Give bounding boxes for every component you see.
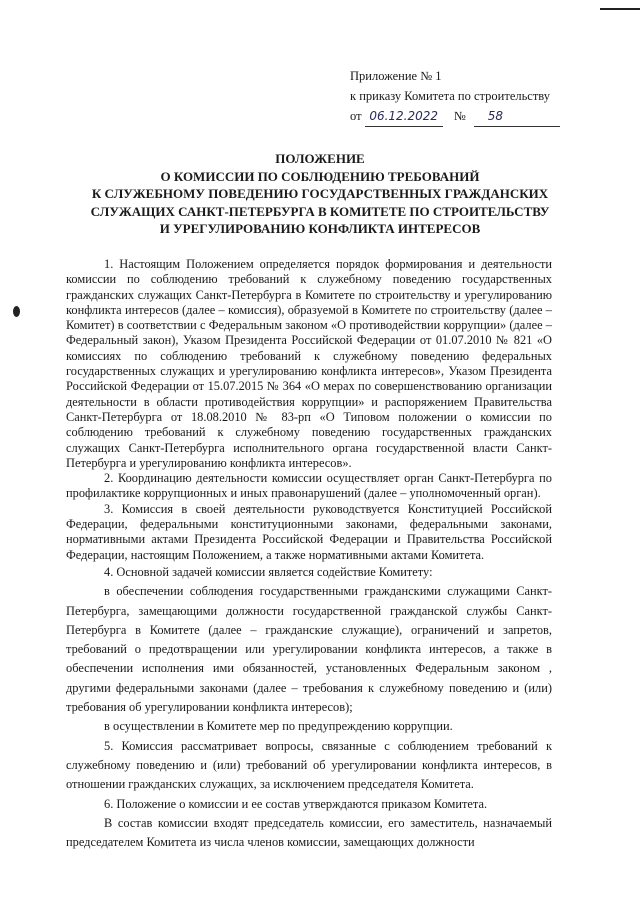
paragraph-1: 1. Настоящим Положением определяется порядок формирования и деятельности комиссии по соблюдению требований к служебному поведению государственных гражданских служащих Санкт-Петербурга в Комитете по строительству и урегулированию конфликта интересов (далее – комиссия), образуемой в Комитете по строительству (далее – Комитет) в соответствии с Федеральным законом «О противодействии коррупции» (далее – Федеральный закон), Указом Президента Российской Федерации от 01.07.2010 № 821 «О комиссиях по соблюдению требований к служебному поведению федеральных государственных служащих и урегулированию конфликта интересов», Указом Президента Российской Федерации от 15.07.2015 № 364 «О мерах по совершенствованию организации деятельности в области противодействия коррупции» и распоряжением Правительства Санкт-Петербурга от 18.08.2010 № 83-рп «О Типовом положении о комиссии по соблюдению требований к служебному поведению государственных гражданских служащих Санкт-Петербурга исполнительного органа государственной власти Санкт-Петербурга и урегулированию конфликта интересов». xyxy=(66,257,552,470)
paragraph-5: 5. Комиссия рассматривает вопросы, связанные с соблюдением требований к служебному поведению и (или) требований об урегулировании конфликта интересов, в отношении гражданских служащих, за исключением председателя Комитета. xyxy=(66,738,552,792)
paragraph-2: 2. Координацию деятельности комиссии осуществляет орган Санкт-Петербурга по профилактике коррупционных и иных правонарушений (далее – уполномоченный орган). xyxy=(66,471,552,501)
scan-edge-mark xyxy=(600,8,640,10)
title-line: ПОЛОЖЕНИЕ xyxy=(275,151,365,166)
paragraph-4-item-2: в осуществлении в Комитете мер по предупреждению коррупции. xyxy=(104,719,453,734)
title-line: СЛУЖАЩИХ САНКТ-ПЕТЕРБУРГА В КОМИТЕТЕ ПО СТРОИТЕЛЬСТВУ xyxy=(90,203,550,219)
document-body xyxy=(66,257,552,852)
paragraph-6-composition: В состав комиссии входят председатель комиссии, его заместитель, назначаемый председателем Комитета из числа членов комиссии, замещающих должности xyxy=(66,815,552,850)
document-title xyxy=(60,150,580,238)
handwritten-number: 58 xyxy=(474,106,560,127)
title-line: И УРЕГУЛИРОВАНИЮ КОНФЛИКТА ИНТЕРЕСОВ xyxy=(159,221,481,236)
appendix-order-ref: к приказу Комитета по строительству xyxy=(350,89,551,103)
hole-punch-mark xyxy=(13,306,20,317)
handwritten-date: 06.12.2022 xyxy=(365,106,443,127)
appendix-number: Приложение № 1 xyxy=(350,69,442,83)
paragraph-3: 3. Комиссия в своей деятельности руководствуется Конституцией Российской Федерации, федеральными конституционными законами, федеральными законами, нормативными актами Президента Российской Федерации и Правительства Российской Федерации, настоящим Положением, а также нормативными актами Комитета. xyxy=(66,501,552,562)
appendix-header xyxy=(350,66,590,127)
paragraph-4: 4. Основной задачей комиссии является содействие Комитету: xyxy=(104,564,433,579)
date-prefix: от xyxy=(350,109,362,123)
number-prefix: № xyxy=(453,109,466,123)
appendix-date-number xyxy=(350,106,590,127)
paragraph-4-item-1: в обеспечении соблюдения государственными гражданскими служащими Санкт-Петербурга, замещающими должности государственной гражданской службы Санкт-Петербурга в Комитете (далее – гражданские служащие), ограничений и запретов, требований о предотвращении или урегулировании конфликта интересов, а также в обеспечении исполнения ими обязанностей, установленных Федеральным законом , другими федеральными законами (далее – требования к служебному поведению и (или) требования об урегулировании конфликта интересов); xyxy=(66,584,552,715)
title-line: О КОМИССИИ ПО СОБЛЮДЕНИЮ ТРЕБОВАНИЙ xyxy=(160,168,480,184)
paragraph-6: 6. Положение о комиссии и ее состав утверждаются приказом Комитета. xyxy=(104,796,488,811)
title-line: К СЛУЖЕБНОМУ ПОВЕДЕНИЮ ГОСУДАРСТВЕННЫХ ГРАЖДАНСКИХ xyxy=(91,186,549,201)
